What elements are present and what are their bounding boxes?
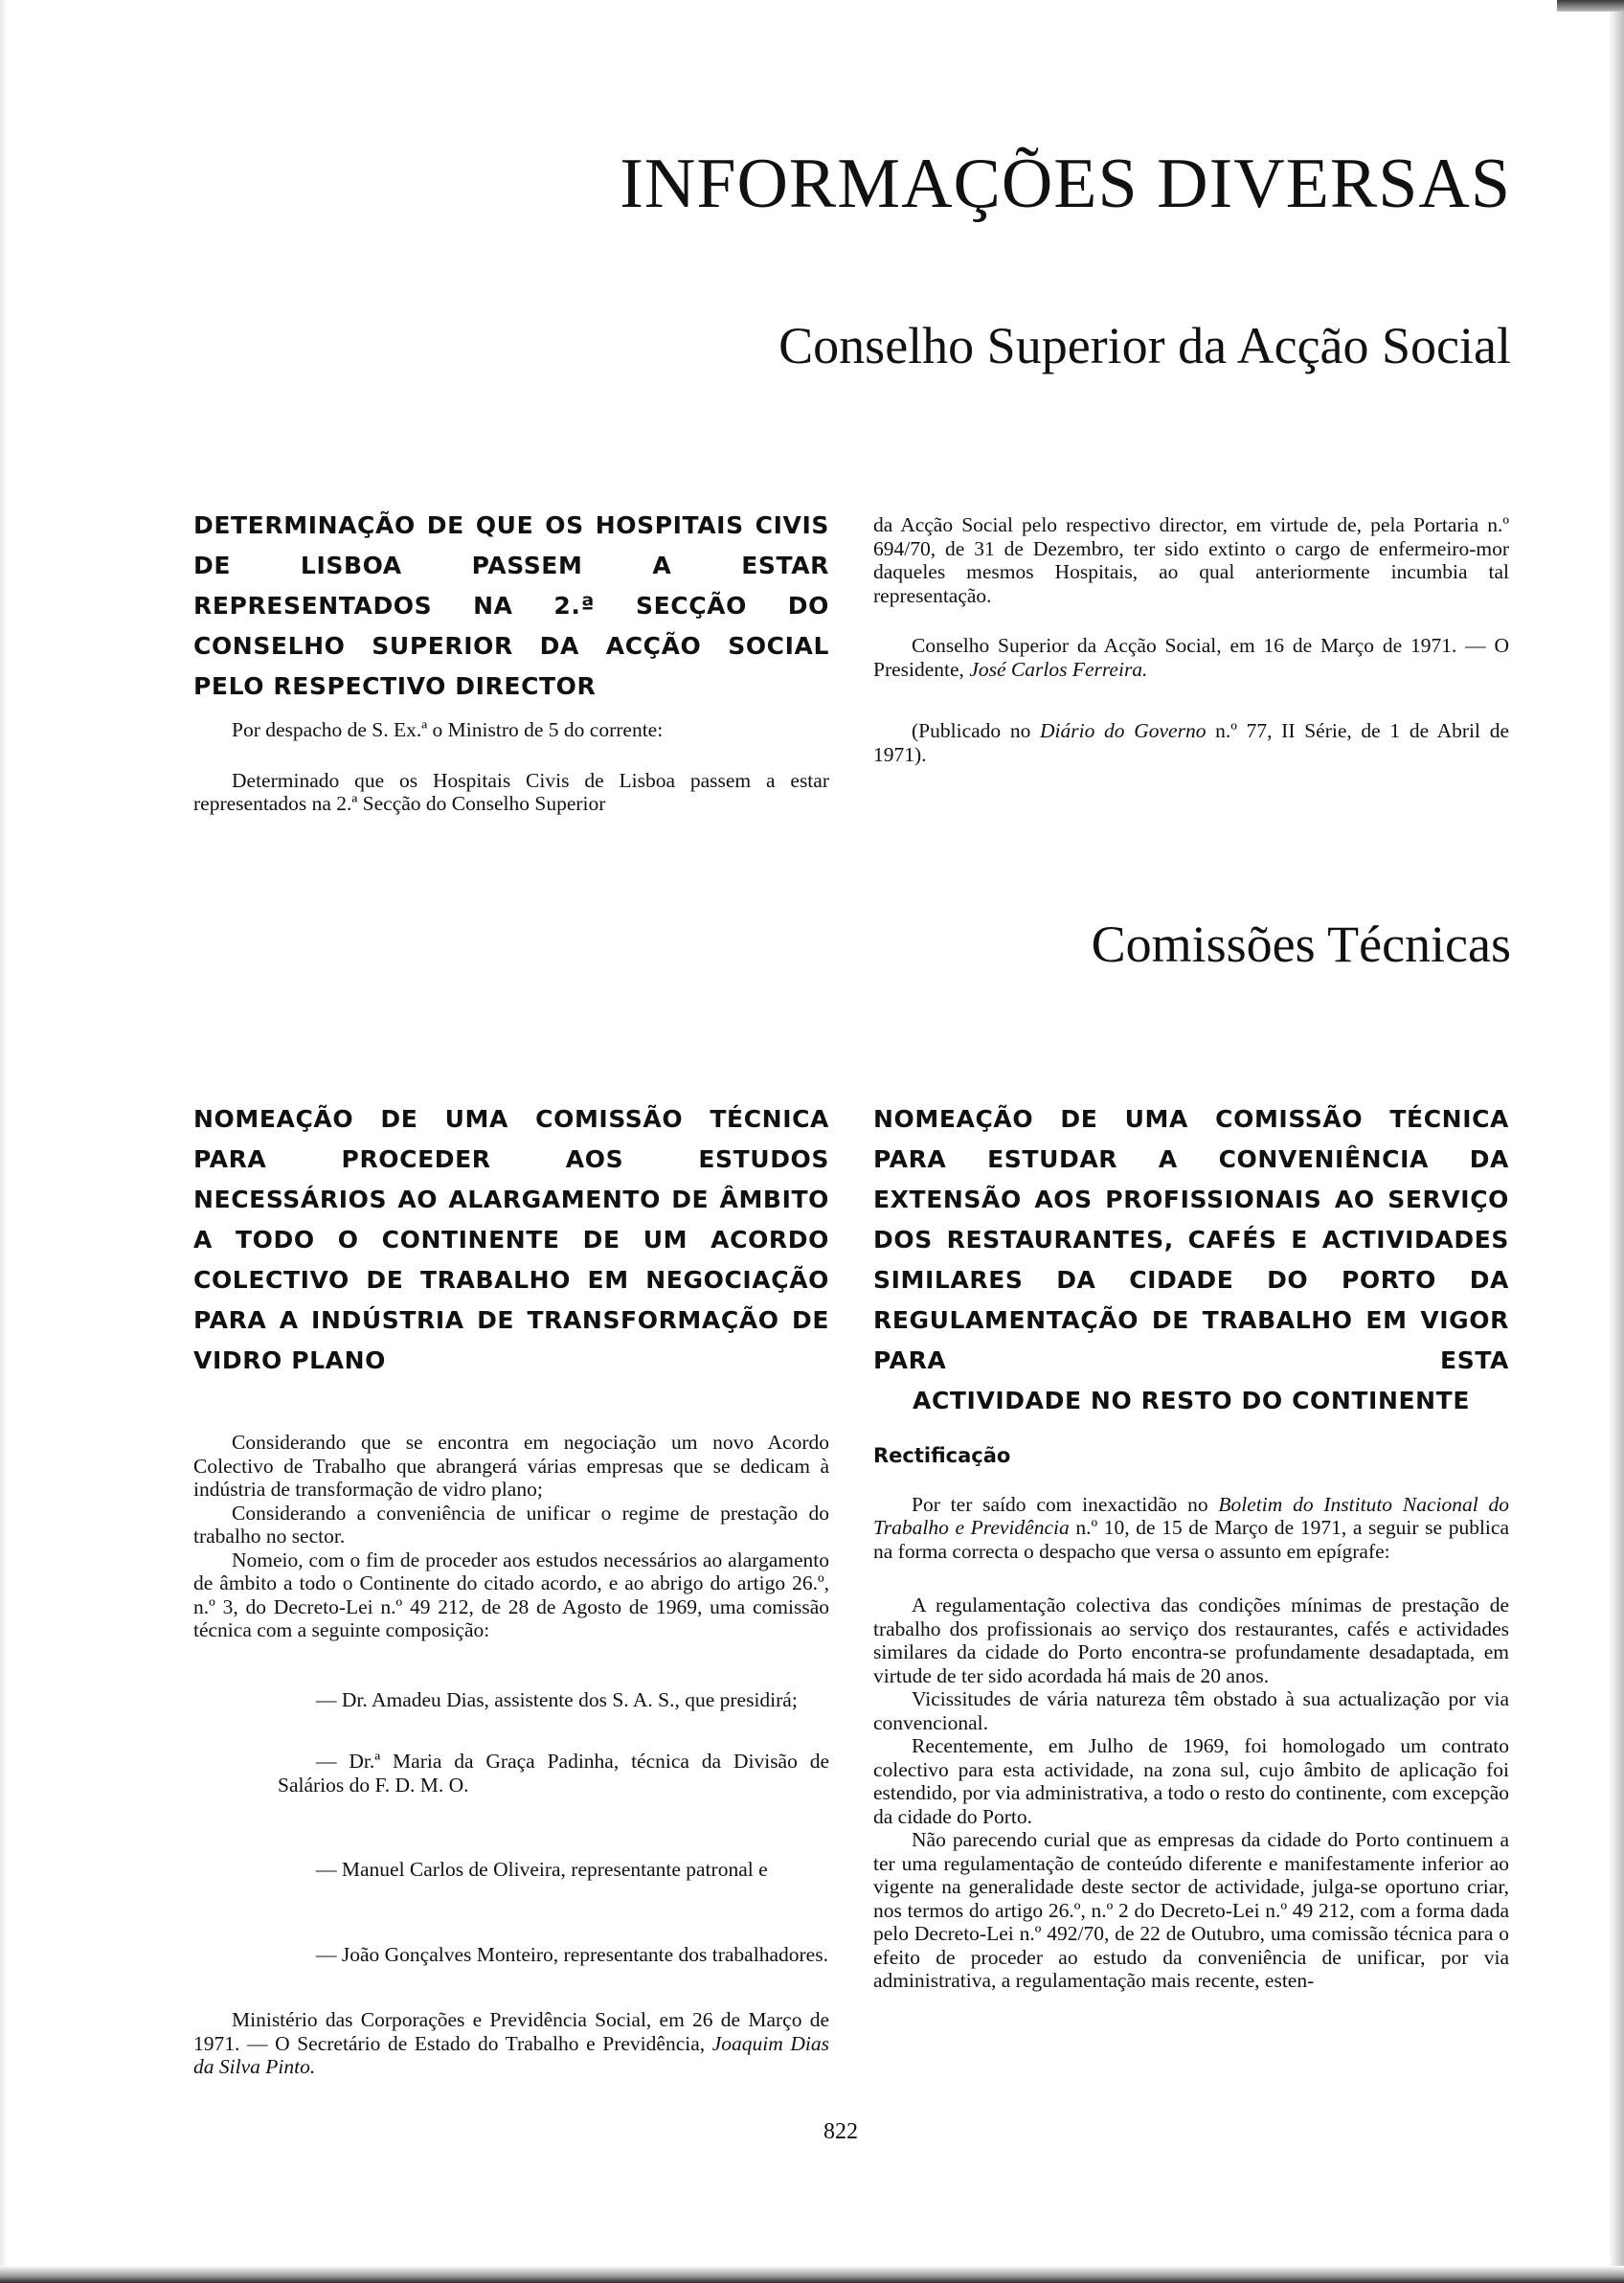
section-heading-comissoes: Comissões Técnicas	[1091, 915, 1511, 973]
signature-paragraph	[873, 634, 1509, 681]
list-dash: —	[316, 1687, 337, 1711]
signatory-name: Joaquim Dias da Silva Pinto.	[193, 2031, 829, 2078]
intro-text: Por ter saído com inexactidão no	[912, 1492, 1219, 1516]
subheading-rectificacao: Rectificação	[873, 1444, 1011, 1467]
member-text: Manuel Carlos de Oliveira, representante patronal e	[341, 1858, 768, 1881]
paragraph: Vicissitudes de vária natureza têm obstado à sua actualização por via convencional.	[873, 1687, 1509, 1734]
signature-paragraph	[193, 2008, 829, 2079]
section1-right-column	[873, 513, 1509, 766]
section2-left-column	[193, 1099, 829, 2079]
paragraph: Determinado que os Hospitais Civis de Lisboa passem a estar representados na 2.ª Secção do Conselho Superior	[193, 768, 829, 815]
signatory-name: José Carlos Ferreira.	[969, 657, 1148, 681]
signature-text: Conselho Superior da Acção Social, em 16 de Março de 1971. — O Presidente,	[873, 634, 1509, 681]
intro-paragraph	[873, 1493, 1509, 1564]
list-item	[193, 1858, 829, 1882]
member-text: Dr. Amadeu Dias, assistente dos S. A. S., que presidirá;	[341, 1687, 798, 1711]
scan-edge-right	[1609, 0, 1624, 2283]
page-number: 822	[823, 2119, 858, 2144]
article-title-last-line: ACTIVIDADE NO RESTO DO CONTINENTE	[913, 1387, 1470, 1414]
list-item	[193, 1943, 829, 1967]
signature-text: Ministério das Corporações e Previdência Social, em 26 de Março de 1971. — O Secretário de Estado do Trabalho e Previdência,	[193, 2008, 829, 2055]
journal-name: Diário do Governo	[1040, 719, 1207, 742]
article-title-hospitais: DETERMINAÇÃO DE QUE OS HOSPITAIS CIVIS DE LISBOA PASSEM A ESTAR REPRESENTADOS NA 2.ª SECÇÃO DO CONSELHO SUPERIOR DA ACÇÃO SOCIAL PELO RESPECTIVO DIRECTOR	[193, 511, 829, 700]
publication-text: (Publicado no	[912, 719, 1041, 742]
member-text: João Gonçalves Monteiro, representante dos trabalhadores.	[341, 1942, 828, 1966]
section1-left-column	[193, 506, 829, 816]
list-dash: —	[316, 1942, 337, 1966]
scan-edge-bottom	[0, 2266, 1624, 2283]
journal-name: Boletim do Instituto Nacional do Trabalho e Previdência	[873, 1492, 1509, 1539]
paragraph: Recentemente, em Julho de 1969, foi homologado um contrato colectivo para esta actividade, na zona sul, cujo âmbito de aplicação foi estendido, por via administrativa, a todo o resto do continente, com excepção da cidade do Porto.	[873, 1734, 1509, 1828]
paragraph: A regulamentação colectiva das condições mínimas de prestação de trabalho dos profissionais ao serviço dos restaurantes, cafés e actividades similares da cidade do Porto encontra-se profundamente desadaptada, em virtude de ter sido acordada há mais de 20 anos.	[873, 1594, 1509, 1687]
article-title-vidro-plano: NOMEAÇÃO DE UMA COMISSÃO TÉCNICA PARA PROCEDER AOS ESTUDOS NECESSÁRIOS AO ALARGAMENTO DE ÂMBITO A TODO O CONTINENTE DE UM ACORDO COLECTIVO DE TRABALHO EM NEGOCIAÇÃO PARA A INDÚSTRIA DE TRANSFORMAÇÃO DE VIDRO PLANO	[193, 1105, 829, 1374]
paragraph: Considerando que se encontra em negociação um novo Acordo Colectivo de Trabalho que abrangerá várias empresas que se dedicam à indústria de transformação de vidro plano;	[193, 1431, 829, 1501]
publication-note	[873, 719, 1509, 766]
publication-text: n.º 77, II Série, de 1 de Abril de 1971).	[873, 719, 1509, 766]
list-item	[193, 1688, 829, 1712]
paragraph: Por despacho de S. Ex.ª o Ministro de 5 do corrente:	[232, 718, 664, 741]
page-title: INFORMAÇÕES DIVERSAS	[620, 145, 1511, 223]
article-title-restaurantes: NOMEAÇÃO DE UMA COMISSÃO TÉCNICA PARA ESTUDAR A CONVENIÊNCIA DA EXTENSÃO AOS PROFISSIONAIS AO SERVIÇO DOS RESTAURANTES, CAFÉS E ACTIVIDADES SIMILARES DA CIDADE DO PORTO DA REGULAMENTAÇÃO DE TRABALHO EM VIGOR PARA ESTA	[873, 1105, 1509, 1374]
paragraph: Nomeio, com o fim de proceder aos estudos necessários ao alargamento de âmbito a todo o Continente do citado acordo, e ao abrigo do artigo 26.º, n.º 3, do Decreto-Lei n.º 49 212, de 28 de Agosto de 1969, uma comissão técnica com a seguinte composição:	[193, 1548, 829, 1641]
scan-corner-mark	[1557, 0, 1624, 11]
list-dash: —	[316, 1750, 337, 1773]
scan-edge-left	[0, 0, 8, 2283]
member-text: Dr.ª Maria da Graça Padinha, técnica da Divisão de Salários do F. D. M. O.	[278, 1750, 830, 1797]
section2-right-column	[873, 1099, 1509, 1993]
list-dash: —	[316, 1858, 337, 1881]
paragraph: Considerando a conveniência de unificar o regime de prestação do trabalho no sector.	[193, 1501, 829, 1548]
section-heading-conselho: Conselho Superior da Acção Social	[778, 317, 1511, 374]
paragraph: da Acção Social pelo respectivo director, em virtude de, pela Portaria n.º 694/70, de 31 de Dezembro, ter sido extinto o cargo de enfermeiro-mor daqueles mesmos Hospitais, ao qual anteriormente incumbia tal representação.	[873, 513, 1509, 607]
intro-text: n.º 10, de 15 de Março de 1971, a seguir se publica na forma correcta o despacho que versa o assunto em epígrafe:	[873, 1516, 1509, 1563]
list-item	[193, 1750, 829, 1797]
paragraph: Não parecendo curial que as empresas da cidade do Porto continuem a ter uma regulamentação de conteúdo diferente e manifestamente inferior ao vigente na generalidade deste sector de actividade, julga-se oportuno criar, nos termos do artigo 26.º, n.º 2 do Decreto-Lei n.º 49 212, com a forma dada pelo Decreto-Lei n.º 492/70, de 22 de Outubro, uma comissão técnica para o efeito de proceder ao estudo da conveniência de unificar, por via administrativa, a regulamentação mais recente, esten-	[873, 1828, 1509, 1992]
